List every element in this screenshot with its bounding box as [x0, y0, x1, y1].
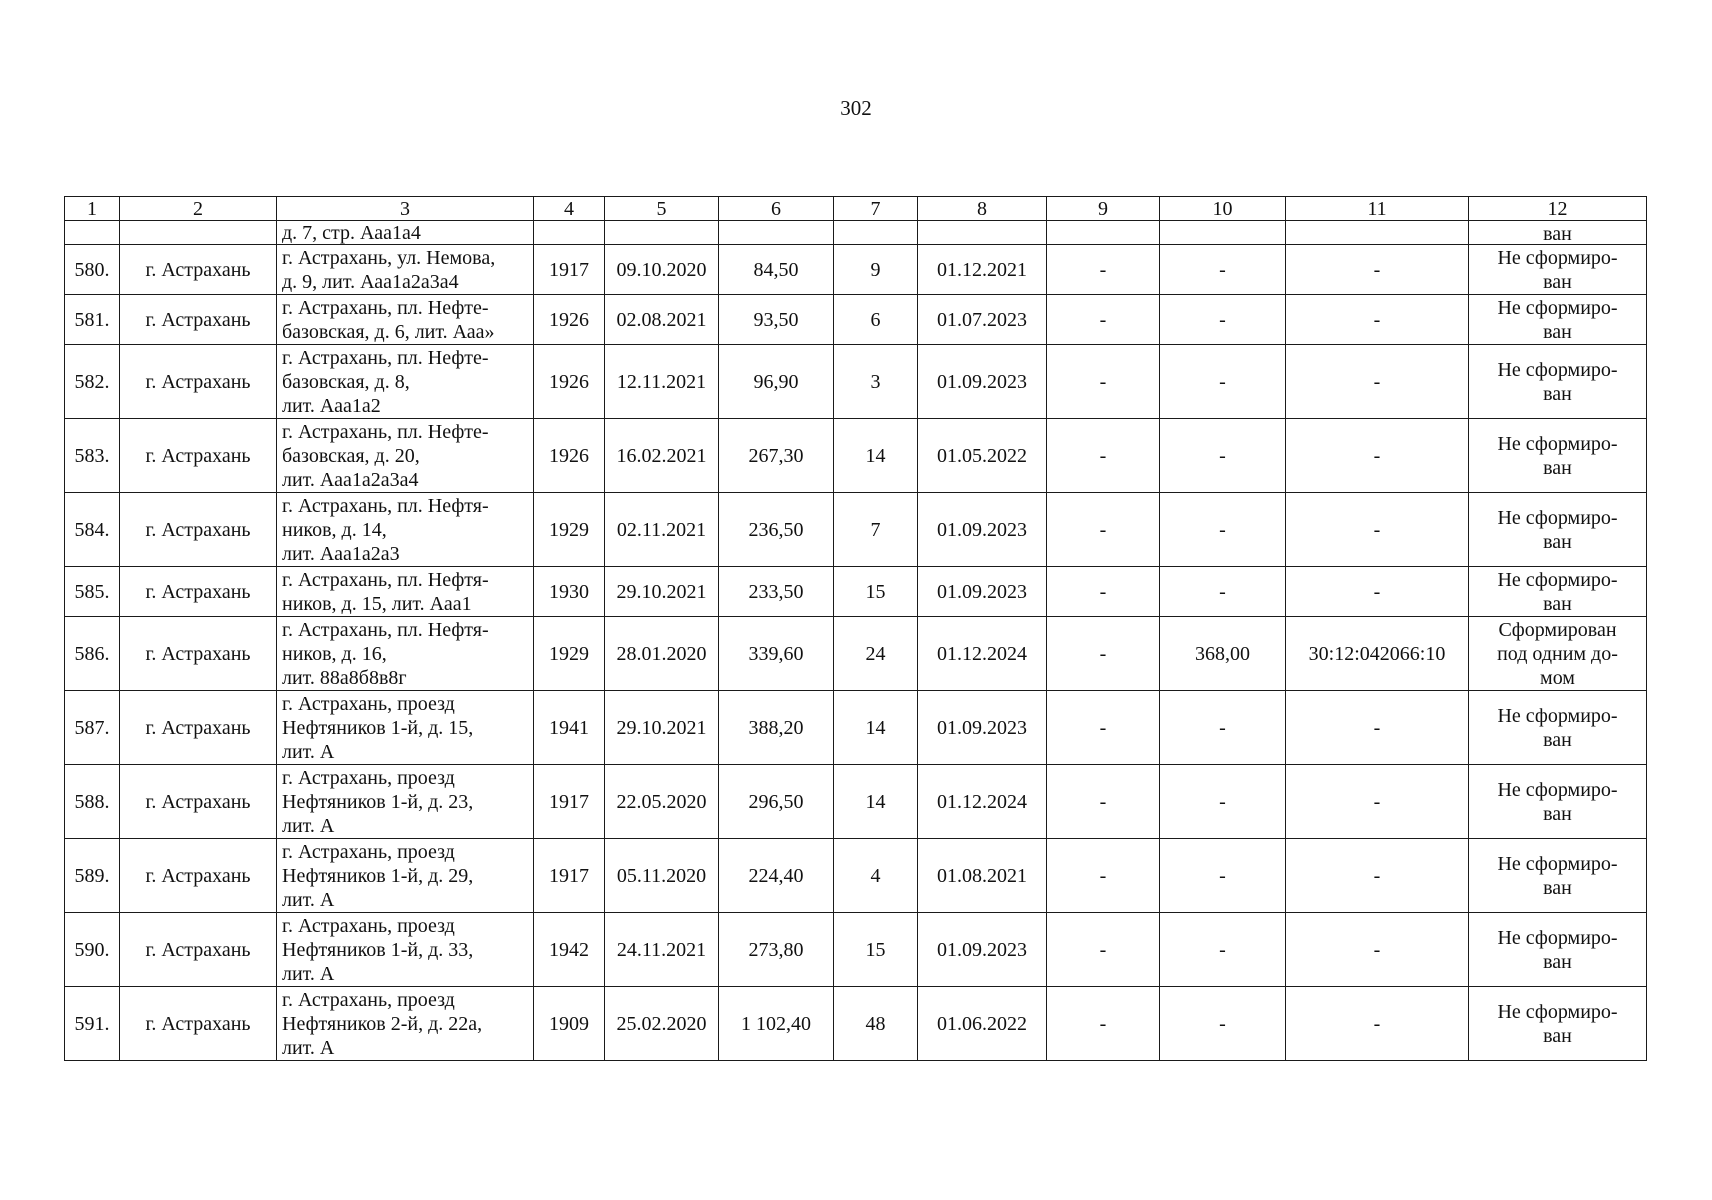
cadastral-cell: - [1286, 493, 1469, 567]
status-cell: Не сформиро- ван [1469, 913, 1647, 987]
column-header: 10 [1160, 197, 1286, 221]
area-cell: 233,50 [719, 567, 834, 617]
date-cell: 25.02.2020 [605, 987, 719, 1061]
city-cell: г. Астрахань [120, 493, 277, 567]
col10-cell: - [1160, 987, 1286, 1061]
area-cell: 1 102,40 [719, 987, 834, 1061]
city-cell: г. Астрахань [120, 419, 277, 493]
status-cell: Не сформиро- ван [1469, 493, 1647, 567]
column-header: 6 [719, 197, 834, 221]
deadline-cell: 01.09.2023 [918, 691, 1047, 765]
col9-cell: - [1047, 345, 1160, 419]
empty-cell [120, 221, 277, 245]
status-cell: Не сформиро- ван [1469, 987, 1647, 1061]
cadastral-cell: - [1286, 567, 1469, 617]
residents-cell: 48 [834, 987, 918, 1061]
col9-cell: - [1047, 913, 1160, 987]
empty-cell [65, 221, 120, 245]
col10-cell: 368,00 [1160, 617, 1286, 691]
column-header: 12 [1469, 197, 1647, 221]
row-number-cell: 582. [65, 345, 120, 419]
column-header: 8 [918, 197, 1047, 221]
address-cell: г. Астрахань, проезд Нефтяников 2-й, д. 22а, лит. А [277, 987, 534, 1061]
residents-cell: 14 [834, 419, 918, 493]
cadastral-cell: - [1286, 245, 1469, 295]
col10-cell: - [1160, 567, 1286, 617]
address-cell: г. Астрахань, проезд Нефтяников 1-й, д. 23, лит. А [277, 765, 534, 839]
col10-cell: - [1160, 295, 1286, 345]
col10-cell: - [1160, 765, 1286, 839]
col9-cell: - [1047, 493, 1160, 567]
row-number-cell: 588. [65, 765, 120, 839]
status-cell: ван [1469, 221, 1647, 245]
year-cell: 1926 [534, 419, 605, 493]
table-row [65, 245, 1647, 295]
date-cell: 02.08.2021 [605, 295, 719, 345]
table-row [65, 419, 1647, 493]
col9-cell: - [1047, 567, 1160, 617]
empty-cell [1160, 221, 1286, 245]
row-number-cell: 590. [65, 913, 120, 987]
year-cell: 1917 [534, 245, 605, 295]
address-cell: г. Астрахань, проезд Нефтяников 1-й, д. 15, лит. А [277, 691, 534, 765]
empty-cell [1286, 221, 1469, 245]
year-cell: 1926 [534, 295, 605, 345]
col9-cell: - [1047, 617, 1160, 691]
cadastral-cell: - [1286, 691, 1469, 765]
area-cell: 388,20 [719, 691, 834, 765]
cadastral-cell: - [1286, 419, 1469, 493]
col10-cell: - [1160, 345, 1286, 419]
address-cell: г. Астрахань, проезд Нефтяников 1-й, д. 33, лит. А [277, 913, 534, 987]
status-cell: Не сформиро- ван [1469, 691, 1647, 765]
col10-cell: - [1160, 913, 1286, 987]
status-cell: Не сформиро- ван [1469, 839, 1647, 913]
city-cell: г. Астрахань [120, 345, 277, 419]
area-cell: 267,30 [719, 419, 834, 493]
residents-cell: 4 [834, 839, 918, 913]
year-cell: 1926 [534, 345, 605, 419]
residents-cell: 14 [834, 765, 918, 839]
table-row [65, 567, 1647, 617]
row-number-cell: 584. [65, 493, 120, 567]
address-cell: г. Астрахань, пл. Нефтя- ников, д. 16, лит. 88а8б8в8г [277, 617, 534, 691]
housing-registry-table [64, 196, 1647, 1061]
status-cell: Не сформиро- ван [1469, 245, 1647, 295]
column-header: 1 [65, 197, 120, 221]
city-cell: г. Астрахань [120, 617, 277, 691]
status-cell: Не сформиро- ван [1469, 295, 1647, 345]
status-cell: Не сформиро- ван [1469, 567, 1647, 617]
col9-cell: - [1047, 765, 1160, 839]
residents-cell: 24 [834, 617, 918, 691]
year-cell: 1942 [534, 913, 605, 987]
address-cell: г. Астрахань, пл. Нефте- базовская, д. 20, лит. Ааа1а2а3а4 [277, 419, 534, 493]
column-header: 5 [605, 197, 719, 221]
area-cell: 273,80 [719, 913, 834, 987]
column-number-row [65, 197, 1647, 221]
date-cell: 29.10.2021 [605, 567, 719, 617]
date-cell: 12.11.2021 [605, 345, 719, 419]
date-cell: 02.11.2021 [605, 493, 719, 567]
cadastral-cell: - [1286, 987, 1469, 1061]
area-cell: 236,50 [719, 493, 834, 567]
year-cell: 1929 [534, 493, 605, 567]
date-cell: 24.11.2021 [605, 913, 719, 987]
continuation-row [65, 221, 1647, 245]
address-cell: д. 7, стр. Ааа1а4 [277, 221, 534, 245]
column-header: 4 [534, 197, 605, 221]
column-header: 9 [1047, 197, 1160, 221]
status-cell: Не сформиро- ван [1469, 765, 1647, 839]
col9-cell: - [1047, 839, 1160, 913]
row-number-cell: 586. [65, 617, 120, 691]
cadastral-cell: - [1286, 765, 1469, 839]
deadline-cell: 01.12.2024 [918, 765, 1047, 839]
table-row [65, 691, 1647, 765]
deadline-cell: 01.09.2023 [918, 493, 1047, 567]
area-cell: 84,50 [719, 245, 834, 295]
page-number: 302 [840, 96, 872, 120]
area-cell: 296,50 [719, 765, 834, 839]
area-cell: 96,90 [719, 345, 834, 419]
col10-cell: - [1160, 839, 1286, 913]
row-number-cell: 583. [65, 419, 120, 493]
table-row [65, 839, 1647, 913]
city-cell: г. Астрахань [120, 987, 277, 1061]
residents-cell: 6 [834, 295, 918, 345]
empty-cell [719, 221, 834, 245]
year-cell: 1929 [534, 617, 605, 691]
area-cell: 224,40 [719, 839, 834, 913]
status-cell: Не сформиро- ван [1469, 419, 1647, 493]
cadastral-cell: - [1286, 839, 1469, 913]
row-number-cell: 585. [65, 567, 120, 617]
cadastral-cell: - [1286, 913, 1469, 987]
address-cell: г. Астрахань, проезд Нефтяников 1-й, д. 29, лит. А [277, 839, 534, 913]
year-cell: 1930 [534, 567, 605, 617]
area-cell: 339,60 [719, 617, 834, 691]
empty-cell [534, 221, 605, 245]
year-cell: 1909 [534, 987, 605, 1061]
col9-cell: - [1047, 419, 1160, 493]
address-cell: г. Астрахань, пл. Нефте- базовская, д. 8, лит. Ааа1а2 [277, 345, 534, 419]
col10-cell: - [1160, 419, 1286, 493]
empty-cell [918, 221, 1047, 245]
city-cell: г. Астрахань [120, 913, 277, 987]
address-cell: г. Астрахань, пл. Нефтя- ников, д. 14, лит. Ааа1а2а3 [277, 493, 534, 567]
column-header: 7 [834, 197, 918, 221]
empty-cell [1047, 221, 1160, 245]
residents-cell: 15 [834, 567, 918, 617]
deadline-cell: 01.08.2021 [918, 839, 1047, 913]
table-row [65, 617, 1647, 691]
city-cell: г. Астрахань [120, 691, 277, 765]
city-cell: г. Астрахань [120, 295, 277, 345]
residents-cell: 9 [834, 245, 918, 295]
year-cell: 1941 [534, 691, 605, 765]
residents-cell: 14 [834, 691, 918, 765]
city-cell: г. Астрахань [120, 567, 277, 617]
date-cell: 05.11.2020 [605, 839, 719, 913]
cadastral-cell: - [1286, 345, 1469, 419]
date-cell: 22.05.2020 [605, 765, 719, 839]
address-cell: г. Астрахань, пл. Нефте- базовская, д. 6, лит. Ааа» [277, 295, 534, 345]
deadline-cell: 01.12.2024 [918, 617, 1047, 691]
column-header: 2 [120, 197, 277, 221]
status-cell: Сформирован под одним до- мом [1469, 617, 1647, 691]
deadline-cell: 01.09.2023 [918, 567, 1047, 617]
status-cell: Не сформиро- ван [1469, 345, 1647, 419]
column-header: 3 [277, 197, 534, 221]
empty-cell [605, 221, 719, 245]
table-row [65, 345, 1647, 419]
address-cell: г. Астрахань, пл. Нефтя- ников, д. 15, лит. Ааа1 [277, 567, 534, 617]
col9-cell: - [1047, 691, 1160, 765]
table-row [65, 987, 1647, 1061]
col10-cell: - [1160, 245, 1286, 295]
deadline-cell: 01.09.2023 [918, 913, 1047, 987]
col10-cell: - [1160, 691, 1286, 765]
deadline-cell: 01.07.2023 [918, 295, 1047, 345]
residents-cell: 15 [834, 913, 918, 987]
year-cell: 1917 [534, 839, 605, 913]
residents-cell: 3 [834, 345, 918, 419]
deadline-cell: 01.12.2021 [918, 245, 1047, 295]
deadline-cell: 01.05.2022 [918, 419, 1047, 493]
city-cell: г. Астрахань [120, 245, 277, 295]
year-cell: 1917 [534, 765, 605, 839]
row-number-cell: 581. [65, 295, 120, 345]
date-cell: 16.02.2021 [605, 419, 719, 493]
date-cell: 28.01.2020 [605, 617, 719, 691]
address-cell: г. Астрахань, ул. Немова, д. 9, лит. Ааа1а2а3а4 [277, 245, 534, 295]
table-row [65, 913, 1647, 987]
area-cell: 93,50 [719, 295, 834, 345]
row-number-cell: 587. [65, 691, 120, 765]
date-cell: 29.10.2021 [605, 691, 719, 765]
row-number-cell: 591. [65, 987, 120, 1061]
empty-cell [834, 221, 918, 245]
residents-cell: 7 [834, 493, 918, 567]
date-cell: 09.10.2020 [605, 245, 719, 295]
col9-cell: - [1047, 987, 1160, 1061]
deadline-cell: 01.06.2022 [918, 987, 1047, 1061]
column-header: 11 [1286, 197, 1469, 221]
table-row [65, 295, 1647, 345]
table-row [65, 493, 1647, 567]
deadline-cell: 01.09.2023 [918, 345, 1047, 419]
table-row [65, 765, 1647, 839]
cadastral-cell: 30:12:042066:10 [1286, 617, 1469, 691]
col9-cell: - [1047, 245, 1160, 295]
city-cell: г. Астрахань [120, 839, 277, 913]
col9-cell: - [1047, 295, 1160, 345]
row-number-cell: 589. [65, 839, 120, 913]
row-number-cell: 580. [65, 245, 120, 295]
cadastral-cell: - [1286, 295, 1469, 345]
city-cell: г. Астрахань [120, 765, 277, 839]
col10-cell: - [1160, 493, 1286, 567]
